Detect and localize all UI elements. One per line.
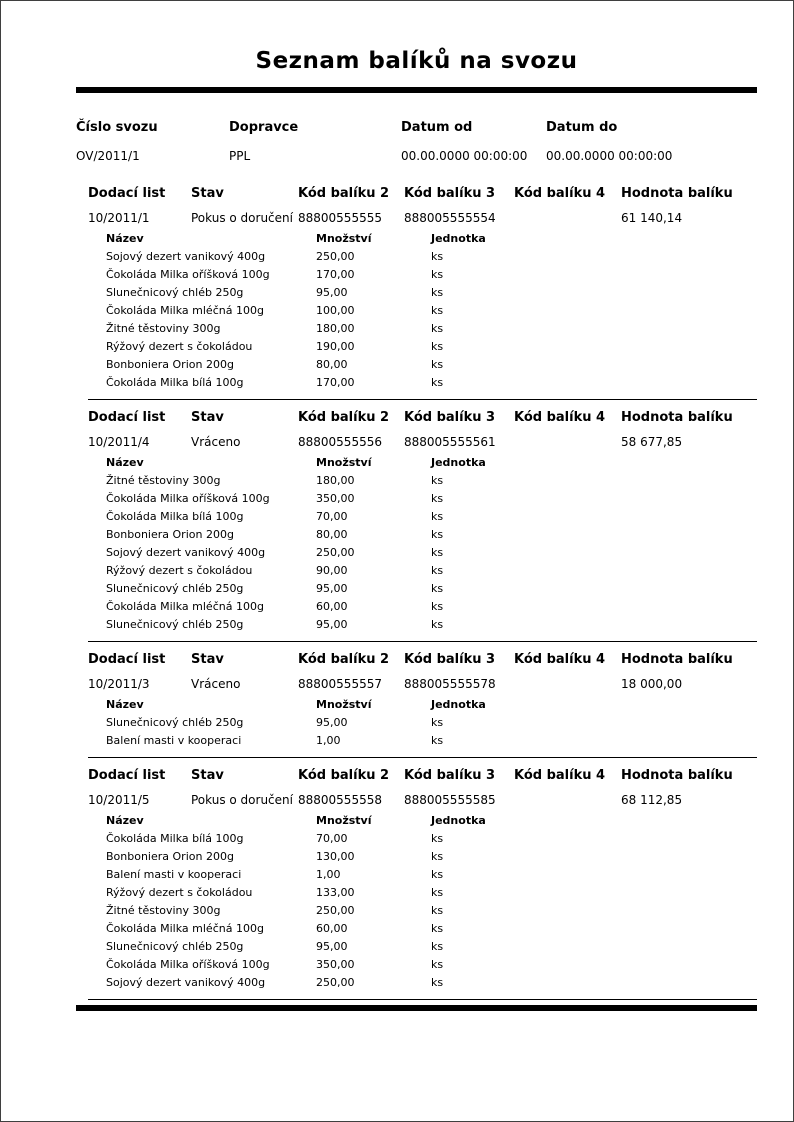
label-datum-do: Datum do: [546, 120, 618, 135]
item-name: Slunečnicový chléb 250g: [106, 286, 244, 299]
items-header-row: [106, 456, 757, 469]
items-header-row: [106, 698, 757, 711]
item-row: [106, 598, 757, 616]
item-quantity: 170,00: [316, 268, 355, 281]
item-name: Slunečnicový chléb 250g: [106, 716, 244, 729]
col-kod-baliku-2: Kód balíku 2: [298, 410, 390, 425]
section-separator: [88, 757, 757, 758]
value-hodnota-baliku: 61 140,14: [621, 211, 683, 225]
item-unit: ks: [431, 340, 444, 353]
item-name: Rýžový dezert s čokoládou: [106, 340, 253, 353]
item-unit: ks: [431, 564, 444, 577]
col-mnozstvi: Množství: [316, 456, 372, 469]
item-row: [106, 920, 757, 938]
shipment-section: [76, 763, 757, 1000]
item-unit: ks: [431, 922, 444, 935]
col-kod-baliku-4: Kód balíku 4: [514, 186, 606, 201]
col-stav: Stav: [191, 768, 224, 783]
item-name: Slunečnicový chléb 250g: [106, 940, 244, 953]
col-nazev: Název: [106, 698, 144, 711]
item-name: Balení masti v kooperaci: [106, 734, 242, 747]
value-kod-baliku-2: 88800555555: [298, 211, 382, 225]
item-row: [106, 302, 757, 320]
col-dodaci-list: Dodací list: [88, 186, 166, 201]
item-unit: ks: [431, 976, 444, 989]
item-row: [106, 732, 757, 750]
item-row: [106, 714, 757, 732]
item-row: [106, 472, 757, 490]
item-row: [106, 374, 757, 392]
item-name: Žitné těstoviny 300g: [106, 904, 221, 917]
item-row: [106, 830, 757, 848]
value-kod-baliku-3: 888005555561: [404, 435, 496, 449]
item-quantity: 250,00: [316, 546, 355, 559]
item-quantity: 95,00: [316, 716, 348, 729]
item-row: [106, 526, 757, 544]
item-unit: ks: [431, 940, 444, 953]
item-quantity: 60,00: [316, 600, 348, 613]
item-quantity: 95,00: [316, 582, 348, 595]
value-stav: Pokus o doručení: [191, 793, 293, 807]
item-unit: ks: [431, 250, 444, 263]
item-row: [106, 956, 757, 974]
item-quantity: 190,00: [316, 340, 355, 353]
item-quantity: 1,00: [316, 734, 341, 747]
value-dodaci-list: 10/2011/5: [88, 793, 150, 807]
shipment-header-row: [88, 763, 757, 783]
summary-header-row: [76, 120, 757, 135]
item-unit: ks: [431, 322, 444, 335]
shipment-value-row: [88, 435, 757, 449]
value-dodaci-list: 10/2011/3: [88, 677, 150, 691]
value-kod-baliku-2: 88800555556: [298, 435, 382, 449]
item-row: [106, 902, 757, 920]
item-unit: ks: [431, 286, 444, 299]
col-mnozstvi: Množství: [316, 698, 372, 711]
item-name: Čokoláda Milka mléčná 100g: [106, 304, 264, 317]
item-row: [106, 320, 757, 338]
item-row: [106, 848, 757, 866]
shipment-header-row: [88, 405, 757, 425]
col-mnozstvi: Množství: [316, 814, 372, 827]
items-list: [88, 472, 757, 634]
shipment-header-row: [88, 647, 757, 667]
item-row: [106, 938, 757, 956]
item-unit: ks: [431, 474, 444, 487]
item-unit: ks: [431, 546, 444, 559]
item-quantity: 95,00: [316, 618, 348, 631]
item-quantity: 250,00: [316, 250, 355, 263]
item-quantity: 70,00: [316, 832, 348, 845]
shipment-value-row: [88, 793, 757, 807]
item-name: Čokoláda Milka mléčná 100g: [106, 600, 264, 613]
col-jednotka: Jednotka: [431, 456, 486, 469]
item-name: Bonboniera Orion 200g: [106, 850, 234, 863]
item-quantity: 95,00: [316, 940, 348, 953]
value-kod-baliku-2: 88800555558: [298, 793, 382, 807]
value-cislo-svozu: OV/2011/1: [76, 149, 140, 163]
col-dodaci-list: Dodací list: [88, 768, 166, 783]
value-kod-baliku-4: [514, 211, 621, 225]
item-name: Žitné těstoviny 300g: [106, 322, 221, 335]
shipment-section: [76, 647, 757, 758]
items-list: [88, 830, 757, 992]
items-list: [88, 714, 757, 750]
col-stav: Stav: [191, 186, 224, 201]
item-quantity: 60,00: [316, 922, 348, 935]
col-kod-baliku-3: Kód balíku 3: [404, 186, 496, 201]
item-row: [106, 562, 757, 580]
value-dopravce: PPL: [229, 149, 251, 163]
label-cislo-svozu: Číslo svozu: [76, 120, 158, 135]
item-quantity: 70,00: [316, 510, 348, 523]
col-stav: Stav: [191, 410, 224, 425]
items-list: [88, 248, 757, 392]
item-unit: ks: [431, 600, 444, 613]
item-name: Slunečnicový chléb 250g: [106, 582, 244, 595]
value-kod-baliku-3: 888005555585: [404, 793, 496, 807]
item-unit: ks: [431, 268, 444, 281]
value-kod-baliku-4: [514, 435, 621, 449]
item-row: [106, 356, 757, 374]
item-name: Balení masti v kooperaci: [106, 868, 242, 881]
item-row: [106, 544, 757, 562]
shipment-sections: [76, 181, 757, 1000]
item-unit: ks: [431, 376, 444, 389]
item-name: Čokoláda Milka oříšková 100g: [106, 492, 270, 505]
item-unit: ks: [431, 528, 444, 541]
item-name: Čokoláda Milka mléčná 100g: [106, 922, 264, 935]
section-separator: [88, 399, 757, 400]
value-stav: Vráceno: [191, 435, 241, 449]
item-quantity: 100,00: [316, 304, 355, 317]
item-name: Žitné těstoviny 300g: [106, 474, 221, 487]
item-quantity: 180,00: [316, 322, 355, 335]
item-row: [106, 866, 757, 884]
item-quantity: 95,00: [316, 286, 348, 299]
value-datum-do: 00.00.0000 00:00:00: [546, 149, 673, 163]
item-unit: ks: [431, 716, 444, 729]
value-kod-baliku-4: [514, 793, 621, 807]
item-name: Rýžový dezert s čokoládou: [106, 564, 253, 577]
item-unit: ks: [431, 582, 444, 595]
col-jednotka: Jednotka: [431, 814, 486, 827]
item-name: Čokoláda Milka oříšková 100g: [106, 958, 270, 971]
item-quantity: 80,00: [316, 528, 348, 541]
item-name: Čokoláda Milka bílá 100g: [106, 510, 244, 523]
value-stav: Vráceno: [191, 677, 241, 691]
item-quantity: 350,00: [316, 958, 355, 971]
pickup-summary: [76, 120, 757, 163]
item-name: Bonboniera Orion 200g: [106, 528, 234, 541]
shipment-value-row: [88, 677, 757, 691]
section-separator: [88, 999, 757, 1000]
col-stav: Stav: [191, 652, 224, 667]
item-name: Bonboniera Orion 200g: [106, 358, 234, 371]
col-nazev: Název: [106, 456, 144, 469]
item-name: Sojový dezert vanikový 400g: [106, 250, 266, 263]
col-kod-baliku-2: Kód balíku 2: [298, 652, 390, 667]
items-header-row: [106, 814, 757, 827]
value-stav: Pokus o doručení: [191, 211, 293, 225]
item-name: Sojový dezert vanikový 400g: [106, 546, 266, 559]
item-unit: ks: [431, 904, 444, 917]
item-row: [106, 338, 757, 356]
item-quantity: 90,00: [316, 564, 348, 577]
col-kod-baliku-3: Kód balíku 3: [404, 768, 496, 783]
item-row: [106, 974, 757, 992]
col-hodnota-baliku: Hodnota balíku: [621, 410, 733, 425]
value-hodnota-baliku: 68 112,85: [621, 793, 683, 807]
item-unit: ks: [431, 832, 444, 845]
item-name: Čokoláda Milka bílá 100g: [106, 376, 244, 389]
section-separator: [88, 641, 757, 642]
value-kod-baliku-2: 88800555557: [298, 677, 382, 691]
items-header-row: [106, 232, 757, 245]
value-kod-baliku-4: [514, 677, 621, 691]
shipment-header-row: [88, 181, 757, 201]
item-quantity: 130,00: [316, 850, 355, 863]
item-unit: ks: [431, 510, 444, 523]
value-datum-od: 00.00.0000 00:00:00: [401, 149, 528, 163]
col-hodnota-baliku: Hodnota balíku: [621, 186, 733, 201]
item-quantity: 250,00: [316, 904, 355, 917]
value-hodnota-baliku: 18 000,00: [621, 677, 683, 691]
item-quantity: 1,00: [316, 868, 341, 881]
item-row: [106, 284, 757, 302]
item-row: [106, 266, 757, 284]
item-quantity: 170,00: [316, 376, 355, 389]
col-kod-baliku-2: Kód balíku 2: [298, 768, 390, 783]
item-name: Sojový dezert vanikový 400g: [106, 976, 266, 989]
value-dodaci-list: 10/2011/4: [88, 435, 150, 449]
title-rule: [76, 87, 757, 93]
item-unit: ks: [431, 850, 444, 863]
item-row: [106, 616, 757, 634]
label-dopravce: Dopravce: [229, 120, 299, 135]
item-unit: ks: [431, 618, 444, 631]
item-row: [106, 580, 757, 598]
col-nazev: Název: [106, 814, 144, 827]
item-quantity: 80,00: [316, 358, 348, 371]
item-row: [106, 248, 757, 266]
item-name: Čokoláda Milka oříšková 100g: [106, 268, 270, 281]
item-row: [106, 490, 757, 508]
item-unit: ks: [431, 304, 444, 317]
summary-value-row: [76, 149, 757, 163]
item-row: [106, 508, 757, 526]
shipment-section: [76, 181, 757, 400]
col-hodnota-baliku: Hodnota balíku: [621, 768, 733, 783]
value-kod-baliku-3: 888005555554: [404, 211, 496, 225]
col-dodaci-list: Dodací list: [88, 652, 166, 667]
item-quantity: 350,00: [316, 492, 355, 505]
col-kod-baliku-3: Kód balíku 3: [404, 410, 496, 425]
col-nazev: Název: [106, 232, 144, 245]
col-jednotka: Jednotka: [431, 698, 486, 711]
col-hodnota-baliku: Hodnota balíku: [621, 652, 733, 667]
col-kod-baliku-2: Kód balíku 2: [298, 186, 390, 201]
col-jednotka: Jednotka: [431, 232, 486, 245]
item-unit: ks: [431, 358, 444, 371]
col-mnozstvi: Množství: [316, 232, 372, 245]
item-unit: ks: [431, 886, 444, 899]
col-kod-baliku-4: Kód balíku 4: [514, 410, 606, 425]
value-hodnota-baliku: 58 677,85: [621, 435, 683, 449]
item-unit: ks: [431, 492, 444, 505]
value-kod-baliku-3: 888005555578: [404, 677, 496, 691]
item-quantity: 180,00: [316, 474, 355, 487]
shipment-value-row: [88, 211, 757, 225]
item-name: Slunečnicový chléb 250g: [106, 618, 244, 631]
col-kod-baliku-4: Kód balíku 4: [514, 768, 606, 783]
item-row: [106, 884, 757, 902]
col-kod-baliku-4: Kód balíku 4: [514, 652, 606, 667]
item-name: Čokoláda Milka bílá 100g: [106, 832, 244, 845]
item-name: Rýžový dezert s čokoládou: [106, 886, 253, 899]
item-unit: ks: [431, 958, 444, 971]
label-datum-od: Datum od: [401, 120, 473, 135]
col-dodaci-list: Dodací list: [88, 410, 166, 425]
page-title: Seznam balíků na svozu: [255, 48, 578, 74]
shipment-section: [76, 405, 757, 642]
item-quantity: 250,00: [316, 976, 355, 989]
value-dodaci-list: 10/2011/1: [88, 211, 150, 225]
col-kod-baliku-3: Kód balíku 3: [404, 652, 496, 667]
item-unit: ks: [431, 868, 444, 881]
item-unit: ks: [431, 734, 444, 747]
report-end-rule: [76, 1005, 757, 1011]
item-quantity: 133,00: [316, 886, 355, 899]
